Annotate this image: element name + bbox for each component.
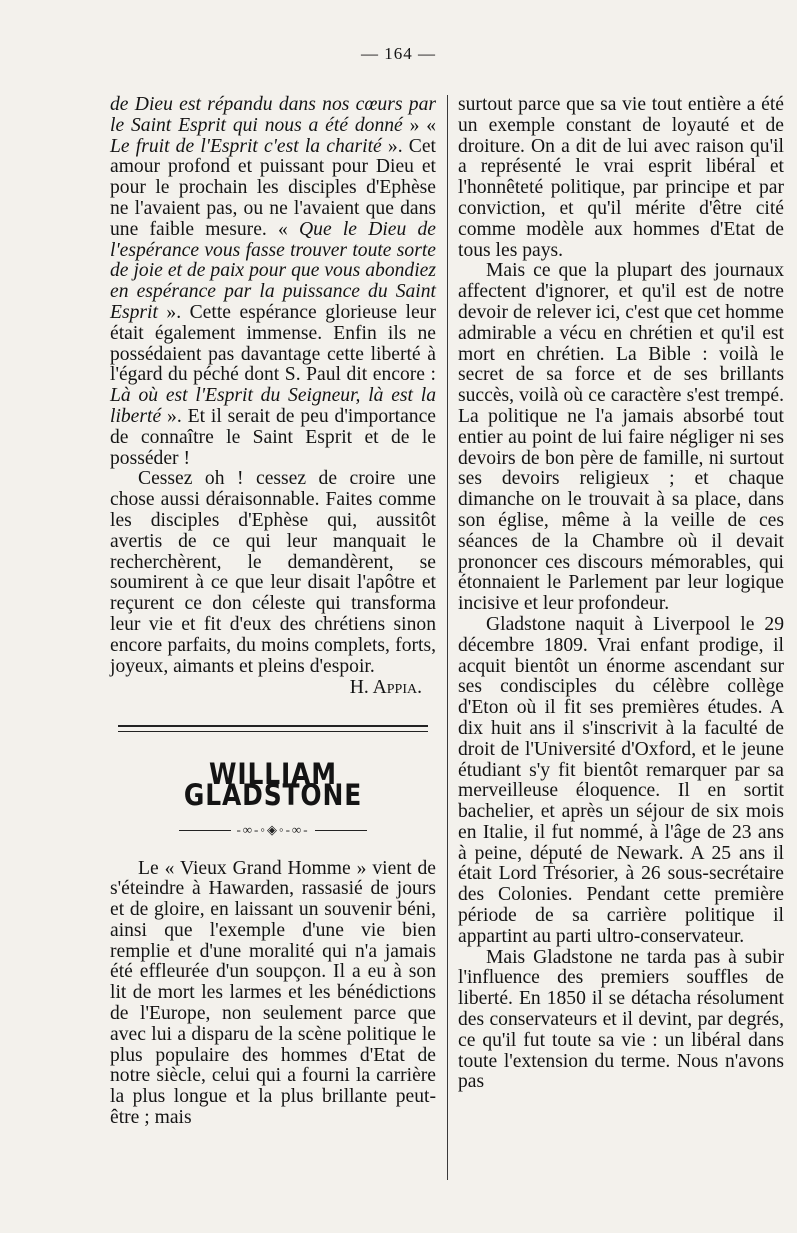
column-rule xyxy=(447,95,448,1180)
left-paragraph-1 xyxy=(110,95,436,469)
text-run: » « xyxy=(402,114,436,136)
quote-fruit-of-spirit: Le fruit de l'Esprit c'est la charité xyxy=(110,135,382,157)
signature: H. Appia. xyxy=(349,677,422,699)
text-run: ». Cette espérance glorieuse leur était également immense. Enfin ils ne possédaient pas davantage cette liberté à l'égard du péché dont S. Paul dit encore : xyxy=(110,301,436,386)
ornament-line-right xyxy=(315,830,367,831)
right-paragraph-2: Mais ce que la plupart des journaux affectent d'ignorer, et qu'il est de notre devoir de relever ici, c'est que cet homme admirable a vécu en chrétien et qu'il est mort en chrétien. La Bible : voilà le secret de sa force et de ses brillants succès, voilà où ce caractère s'est trempé. La politique ne l'a jamais absorbé tout entier au point de lui faire négliger ni ses devoirs de bon père de famille, ni surtout ses devoirs religieux ; et chaque dimanche on le trouvait à sa place, dans son église, même à la veille de ces séances de la Chambre où il devait prononcer ces discours mémorables, qui étonnaient le Parlement par leur logique incisive et leur profondeur. xyxy=(458,260,784,615)
right-paragraph-4: Mais Gladstone ne tarda pas à subir l'influence des premiers souffles de liberté. En 1850 il se détacha résolument des conservateurs et il devint, par degrés, ce qu'il fut toute sa vie : un libéral dans toute l'extension du terme. Nous n'avons pas xyxy=(458,946,784,1093)
left-column xyxy=(110,95,436,1129)
right-paragraph-1: surtout parce que sa vie tout entière a été un exemple constant de loyauté et de droiture. On a dit de lui avec raison qu'il a représenté le vrai esprit libéral et l'honnêteté politique, par principe et par conviction, et qu'il mérite d'être cité comme modèle aux hommes d'Etat de tous les pays. xyxy=(458,94,784,261)
right-paragraph-3: Gladstone naquit à Liverpool le 29 décembre 1809. Vrai enfant prodige, il acquit bientôt un énorme ascendant sur ses condisciples du célèbre collège d'Eton où il fit ses premières études. A dix huit ans il s'inscrivit à la faculté de droit de l'Université d'Oxford, et le jeune étudiant s'y fit bientôt remarquer par sa merveilleuse éloquence. Il en sortit bachelier, et après un séjour de six mois en Italie, il fut nommé, à l'âge de 23 ans à peine, député de Newark. A 25 ans il était Lord Trésorier, à 26 sous-secrétaire des Colonies. Pendant cette première période de sa carrière politique il appartint au parti ultro-conservateur. xyxy=(458,613,784,947)
ornament-line-left xyxy=(179,830,231,831)
left-paragraph-2: Cessez oh ! cessez de croire une chose aussi déraisonnable. Faites comme les disciples d'Ephèse qui, aussitôt avertis de ce qui leur manquait le recherchèrent, le demandèrent, se soumirent à ce que leur disait l'apôtre et reçurent ce don céleste qui transforma leur vie et fit d'eux des chrétiens sinon encore parfaits, du moins complets, forts, joyeux, aimants et pleins d'espoir. xyxy=(110,468,436,677)
right-column xyxy=(458,95,784,1093)
ornament-glyph: -∞-◦◈◦-∞- xyxy=(236,821,310,837)
quote-holy-spirit: de Dieu est répandu dans nos cœurs par le Saint Esprit qui nous a été donné xyxy=(110,94,436,136)
text-run: ». Et il serait de peu d'importance de connaître le Saint Esprit et de le posséder ! xyxy=(110,405,436,469)
section-divider xyxy=(118,725,428,732)
page-number: — 164 — xyxy=(361,44,436,63)
quote-liberty: Là où est l'Esprit du Seigneur, là est la liberté xyxy=(110,385,436,427)
ornament-divider xyxy=(110,820,436,841)
left-paragraph-3: Le « Vieux Grand Homme » vient de s'éteindre à Hawarden, rassasié de jours et de gloire, en laissant un souvenir béni, ainsi que l'exemple d'une vie bien remplie et d'une moralité qui n'a jamais été effleurée d'un soupçon. Il a eu à son lit de mort les larmes et les bénédictions de l'Europe, non seulement parce que avec lui a disparu de la scène politique le plus populaire des hommes d'Etat de notre siècle, celui qui a fourni la carrière la plus longue et la plus brillante peut-être ; mais xyxy=(110,857,436,1129)
text-run: ». Cet amour profond et puissant pour Dieu et pour le prochain les disciples d'Ephèse ne l'avaient pas, ou ne l'avaient que dans une faible mesure. « xyxy=(110,135,436,240)
article-title: WILLIAM GLADSTONE xyxy=(183,757,363,812)
quote-god-of-hope: Que le Dieu de l'espérance vous fasse trouver toute sorte de joie et de paix pour que vous abondiez en espérance par la puissance du Saint Esprit xyxy=(110,218,437,323)
